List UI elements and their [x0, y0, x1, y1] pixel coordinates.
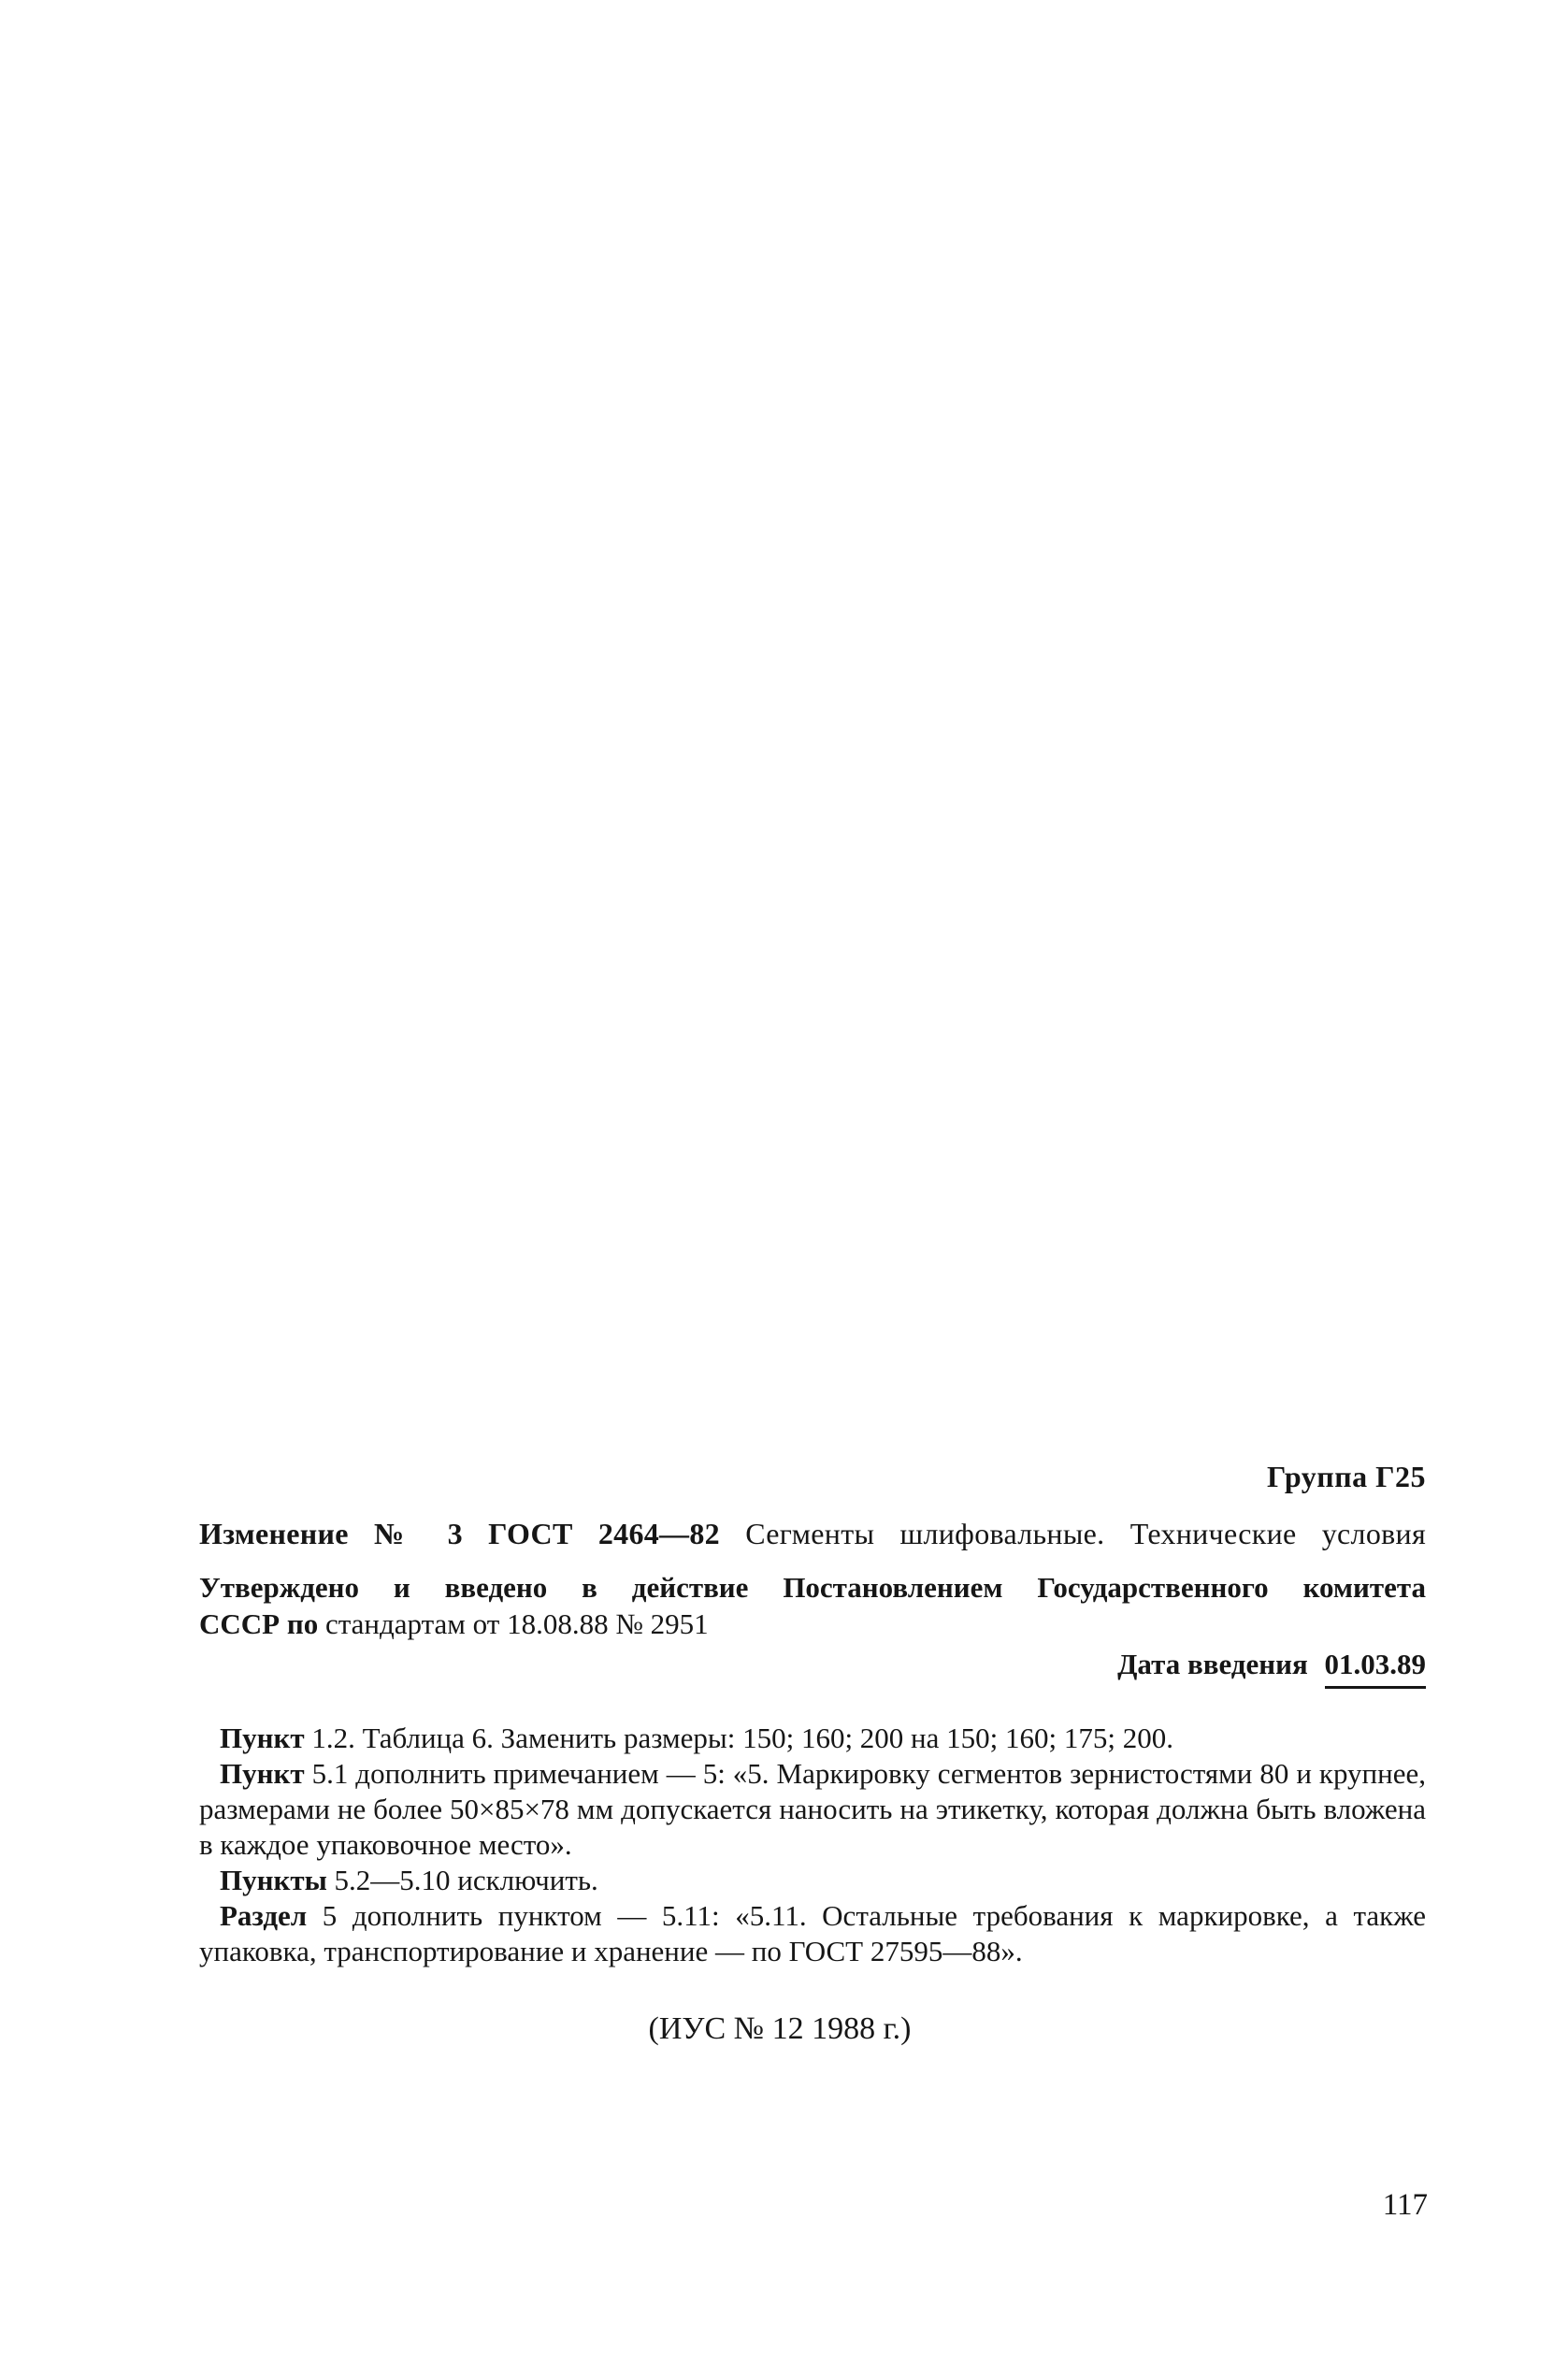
change-lead: Пункт	[220, 1722, 305, 1754]
change-paragraph	[199, 1863, 1426, 1898]
effective-date	[199, 1646, 1426, 1689]
change-paragraph	[199, 1898, 1426, 1969]
approval-text-1: и введено в действие Постановлением Государственного комитета	[393, 1571, 1426, 1604]
change-paragraph	[199, 1756, 1426, 1863]
approval-line-2	[199, 1606, 1426, 1642]
change-paragraph	[199, 1721, 1426, 1756]
change-lead: Раздел	[220, 1899, 308, 1932]
standard-title: Сегменты шлифовальные. Технические условия	[745, 1517, 1426, 1550]
change-text: 5.2—5.10 исключить.	[334, 1864, 598, 1896]
change-lead: Пункты	[220, 1864, 327, 1896]
effective-date-value: 01.03.89	[1325, 1646, 1427, 1689]
approval-line-1	[199, 1569, 1426, 1606]
change-text: 5 дополнить пунктом — 5.11: «5.11. Остальные требования к маркировке, а также упаковка, транспортирование и хранение — по ГОСТ 27595—88».	[199, 1899, 1426, 1967]
amendment-heading	[199, 1516, 1426, 1552]
change-text: 1.2. Таблица 6. Заменить размеры: 150; 160; 200 на 150; 160; 175; 200.	[311, 1722, 1173, 1754]
change-text: 5.1 дополнить примечанием — 5: «5. Маркировку сегментов зернистостями 80 и крупнее, размерами не более 50×85×78 мм допускается наносить на этикетку, которая должна быть вложена в каждое упаковочное место».	[199, 1757, 1426, 1861]
amendment-number: Изменение № 3 ГОСТ 2464—82	[199, 1517, 720, 1550]
publication-source: (ИУС № 12 1988 г.)	[648, 2011, 912, 2046]
effective-date-label: Дата введения	[1117, 1648, 1308, 1680]
change-lead: Пункт	[220, 1757, 305, 1790]
amendment-notice	[199, 1459, 1426, 2047]
approval-lead-2: СССР по	[199, 1607, 319, 1640]
page-number: 117	[1382, 2188, 1428, 2222]
approval-lead: Утверждено	[199, 1571, 359, 1604]
approval-statement	[199, 1569, 1426, 1642]
approval-text-2: стандартам от 18.08.88 № 2951	[324, 1607, 709, 1640]
group-label: Группа Г25	[1267, 1460, 1426, 1493]
